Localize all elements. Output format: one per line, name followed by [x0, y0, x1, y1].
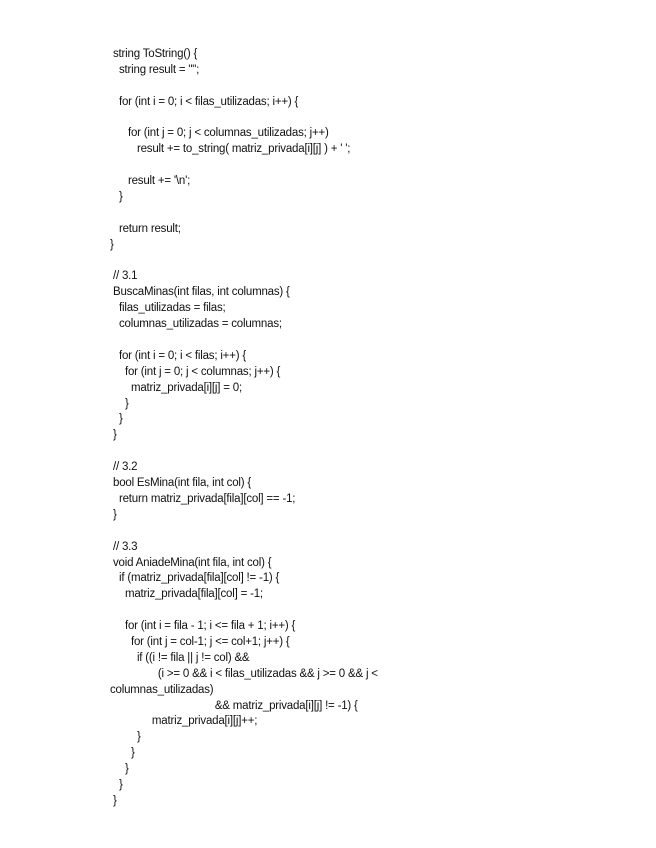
code-line: matriz_privada[i][j] = 0;	[110, 381, 242, 394]
code-line: matriz_privada[i][j]++;	[110, 715, 258, 728]
code-line: }	[110, 238, 114, 251]
code-line: }	[110, 778, 123, 791]
code-line: }	[110, 731, 141, 744]
code-line: string ToString() {	[110, 48, 198, 60]
code-line: result += '\n';	[110, 175, 191, 188]
code-line: }	[110, 794, 117, 807]
code-line: }	[110, 429, 117, 442]
code-line: (i >= 0 && i < filas_utilizadas && j >= 0 && j <	[110, 667, 378, 680]
code-line	[110, 603, 630, 619]
code-line: matriz_privada[fila][col] = -1;	[110, 588, 263, 601]
code-line: && matriz_privada[i][j] != -1) {	[110, 699, 358, 712]
code-line: for (int j = 0; j < columnas_utilizadas; j++)	[110, 127, 329, 140]
code-line	[110, 524, 630, 540]
code-line: }	[110, 191, 123, 204]
code-line: BuscaMinas(int filas, int columnas) {	[110, 286, 290, 299]
code-line: return matriz_privada[fila][col] == -1;	[110, 492, 296, 505]
code-line: for (int j = 0; j < columnas; j++) {	[110, 365, 281, 378]
code-line: for (int i = fila - 1; i <= fila + 1; i++) {	[110, 620, 296, 633]
code-line: }	[110, 763, 129, 776]
code-line: columnas_utilizadas = columnas;	[110, 318, 282, 331]
code-line: bool EsMina(int fila, int col) {	[110, 477, 252, 490]
code-line: // 3.1	[110, 270, 138, 283]
code-line: string result = "";	[110, 63, 200, 76]
code-line	[110, 158, 630, 174]
code-line: columnas_utilizadas)	[110, 683, 214, 696]
code-line: // 3.2	[110, 461, 138, 474]
code-line: if (matriz_privada[fila][col] != -1) {	[110, 572, 280, 585]
code-line: // 3.3	[110, 540, 138, 553]
code-line: for (int j = col-1; j <= col+1; j++) {	[110, 635, 290, 648]
code-line: void AniadeMina(int fila, int col) {	[110, 556, 272, 569]
code-line: for (int i = 0; i < filas_utilizadas; i++) {	[110, 95, 299, 108]
code-line	[110, 111, 630, 127]
code-line	[110, 254, 630, 270]
code-line: }	[110, 413, 123, 426]
code-line	[110, 333, 630, 349]
code-line: }	[110, 508, 117, 521]
code-line: filas_utilizadas = filas;	[110, 302, 226, 315]
code-line: if ((i != fila || j != col) &&	[110, 651, 250, 664]
code-line	[110, 206, 630, 222]
code-line: result += to_string( matriz_privada[i][j] ) + ' ';	[110, 143, 351, 156]
code-line: return result;	[110, 222, 181, 235]
code-line	[110, 79, 630, 95]
code-line: }	[110, 397, 129, 410]
code-line: }	[110, 747, 135, 760]
code-line	[110, 444, 630, 460]
code-listing	[110, 47, 630, 810]
code-line: for (int i = 0; i < filas; i++) {	[110, 349, 246, 362]
